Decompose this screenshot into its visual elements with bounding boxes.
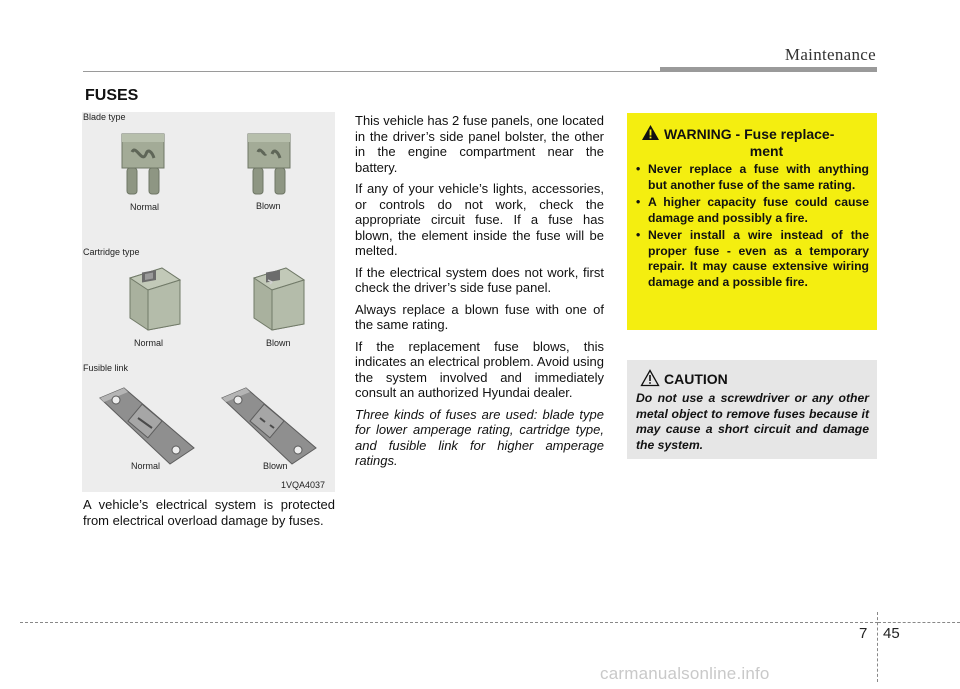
warning-item: • Never replace a fuse with anything but another fuse of the same rating. xyxy=(636,162,869,192)
fusible-normal-label: Normal xyxy=(131,461,161,471)
warning-title-line1: WARNING - Fuse replace- xyxy=(664,126,835,142)
section-title: FUSES xyxy=(85,87,139,104)
intro-paragraph: A vehicle’s electrical system is protected from electrical overload damage by fuses. xyxy=(83,497,335,528)
cartridge-fuse-normal-icon xyxy=(122,262,186,332)
figure-code: 1VQA4037 xyxy=(281,480,326,490)
warning-triangle-icon xyxy=(641,124,660,141)
footer-rule-right xyxy=(878,622,960,623)
caution-triangle-icon xyxy=(640,369,660,387)
warning-item: • Never install a wire instead of the proper fuse - even as a temporary repair. It may cause extensive wiring damage and a possible fire. xyxy=(636,228,869,289)
cartridge-normal-label: Normal xyxy=(134,338,164,348)
paragraph-check-fuse: If any of your vehicle’s lights, accessories, or controls do not work, check the appropriate circuit fuse. If a fuse has blown, the element inside the fuse will be melted. xyxy=(355,181,604,258)
blade-blown-label: Blown xyxy=(256,201,281,211)
header-bar xyxy=(660,67,877,72)
warning-item: • A higher capacity fuse could cause damage and possibly a fire. xyxy=(636,195,869,225)
paragraph-first-check: If the electrical system does not work, first check the driver’s side fuse panel. xyxy=(355,264,604,295)
footer-rule xyxy=(20,622,878,623)
header-rule xyxy=(83,71,660,72)
page-number: 45 xyxy=(883,625,900,642)
blade-type-label: Blade type xyxy=(83,112,126,122)
cartridge-type-label: Cartridge type xyxy=(83,247,140,257)
fusible-link-label: Fusible link xyxy=(83,363,129,373)
fuse-types-figure xyxy=(82,112,335,492)
running-header: Maintenance xyxy=(784,45,876,64)
cartridge-fuse-blown-icon xyxy=(246,262,310,332)
paragraph-fuse-panels: This vehicle has 2 fuse panels, one located in the driver’s side panel bolster, the other in the engine compartment near the battery. xyxy=(355,113,604,175)
warning-list xyxy=(635,162,869,292)
chapter-number: 7 xyxy=(859,625,868,642)
warning-box xyxy=(627,113,877,330)
caution-title: CAUTION xyxy=(664,371,728,387)
footer-divider xyxy=(877,612,878,682)
body-column xyxy=(355,113,604,475)
caution-box xyxy=(627,360,877,459)
cartridge-blown-label: Blown xyxy=(266,338,291,348)
paragraph-fuse-kinds: Three kinds of fuses are used: blade type for lower amperage rating, cartridge type, and fusible link for higher amperage ratings. xyxy=(355,406,604,468)
warning-title-line2: ment xyxy=(749,143,784,159)
paragraph-same-rating: Always replace a blown fuse with one of the same rating. xyxy=(355,301,604,332)
blade-fuse-normal-icon xyxy=(118,130,168,198)
blade-normal-label: Normal xyxy=(130,202,160,212)
watermark: carmanualsonline.info xyxy=(600,664,770,683)
caution-body: Do not use a screwdriver or any other metal object to remove fuses because it may cause a short circuit and damage the system. xyxy=(636,391,869,452)
blade-fuse-blown-icon xyxy=(244,130,294,198)
fusible-blown-label: Blown xyxy=(263,461,288,471)
paragraph-replacement-blows: If the replacement fuse blows, this indicates an electrical problem. Avoid using the system involved and immediately consult an authorized Hyundai dealer. xyxy=(355,338,604,400)
